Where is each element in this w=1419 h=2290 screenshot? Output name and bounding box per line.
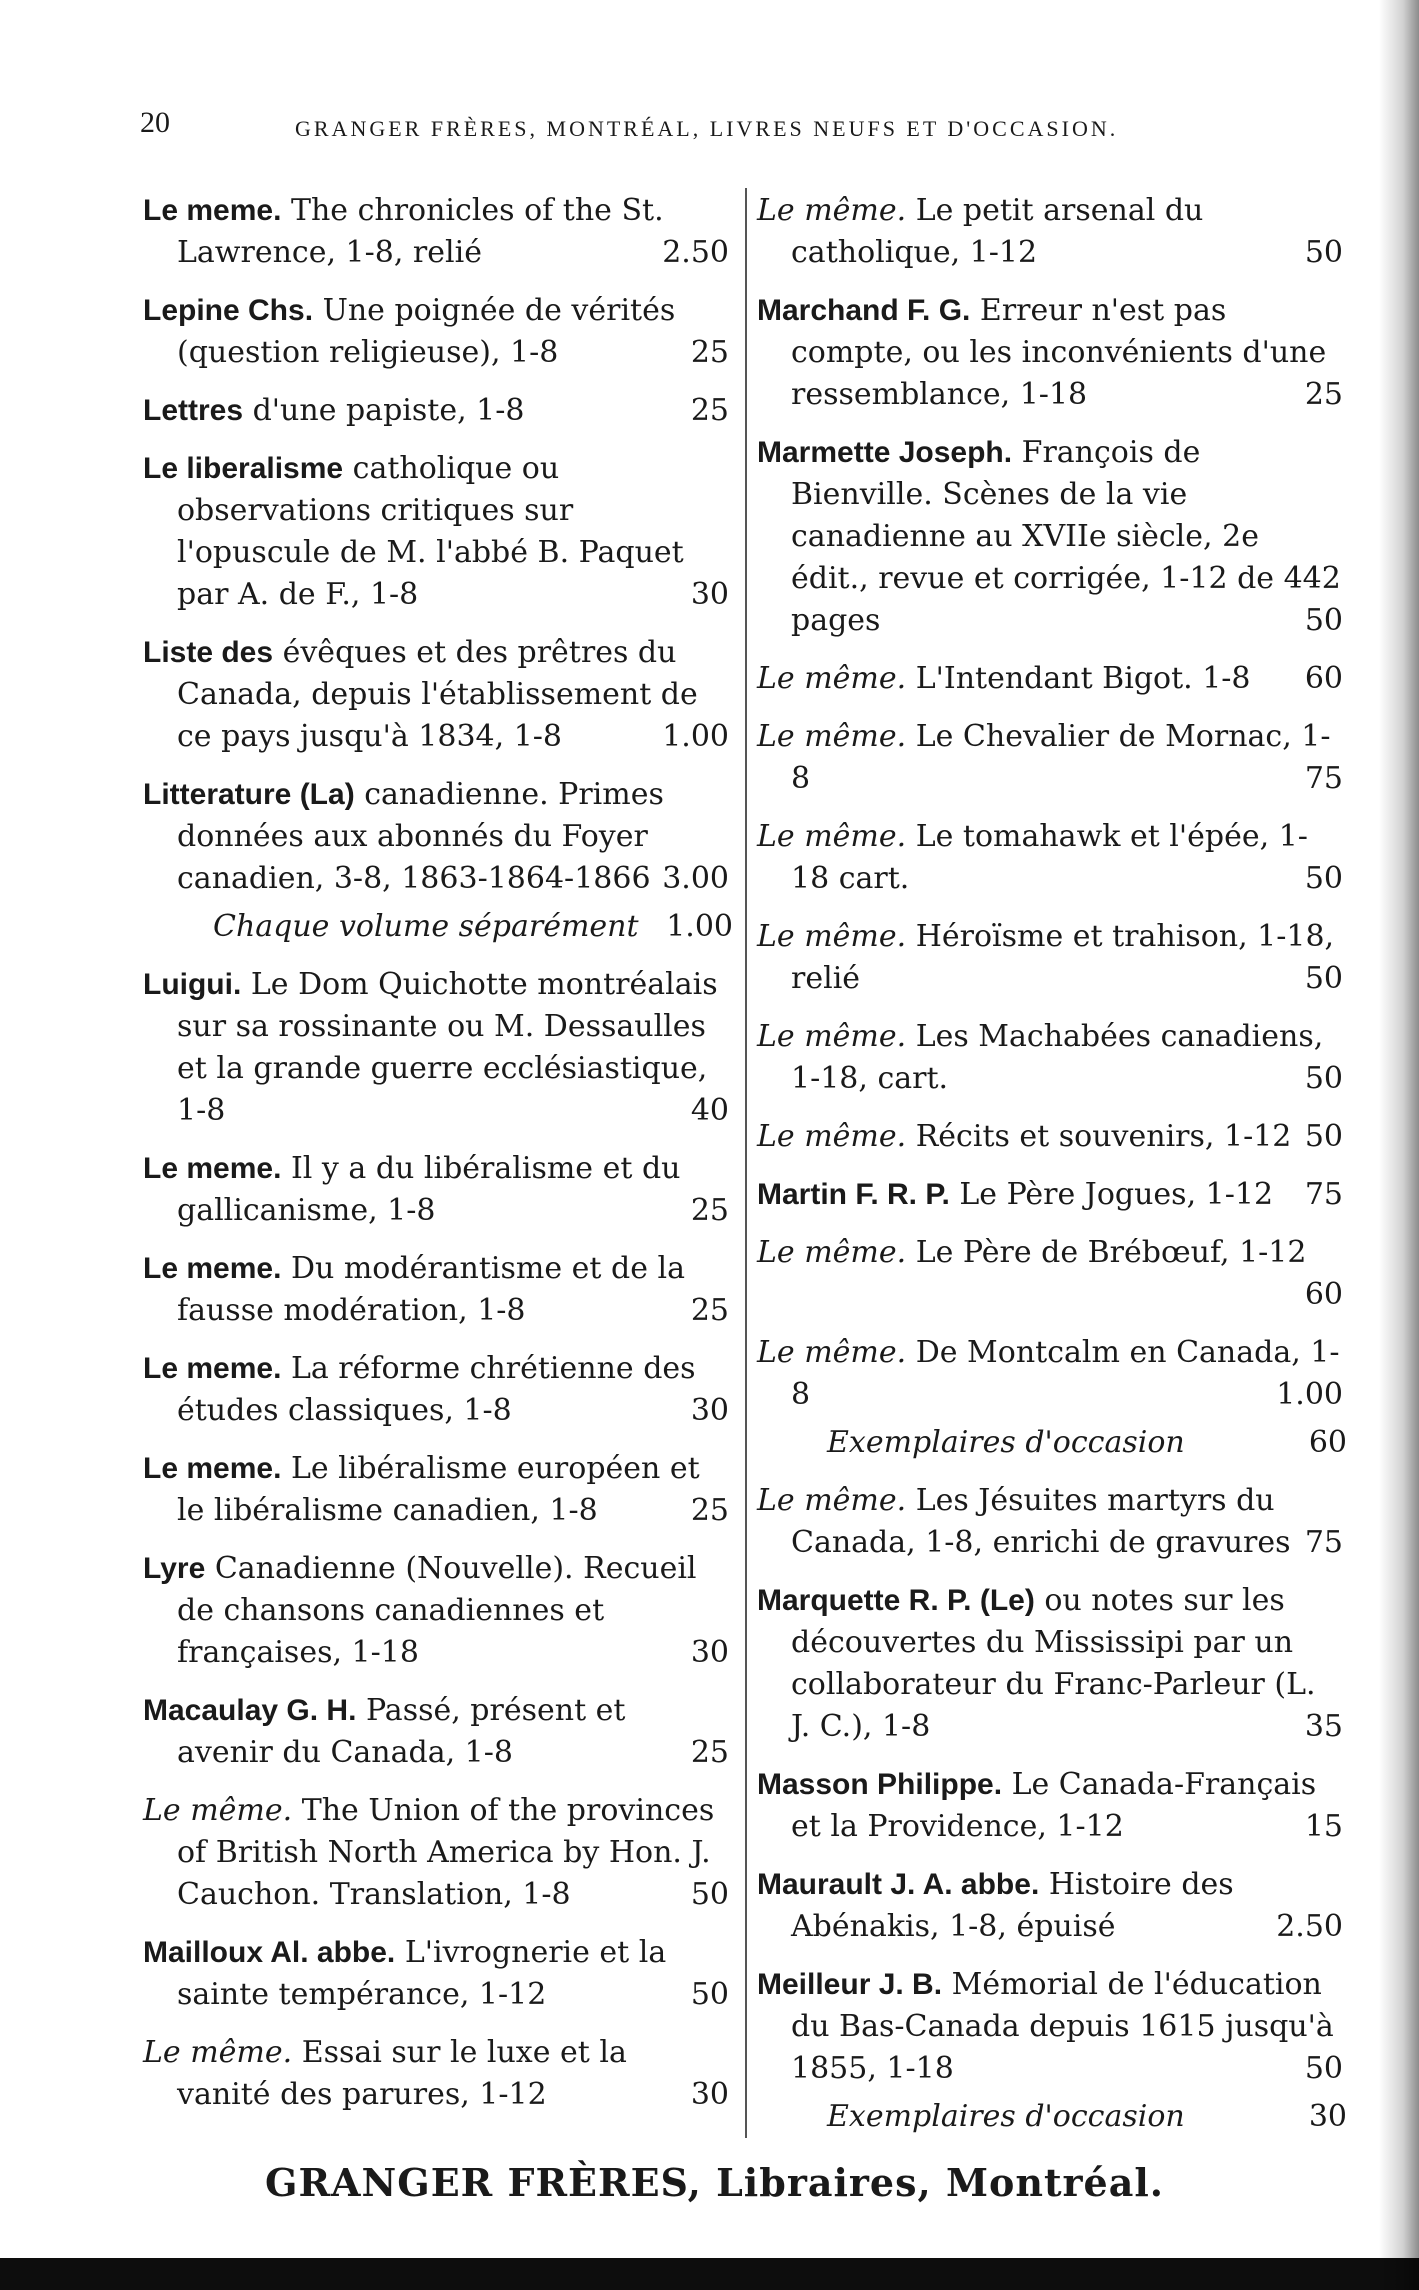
catalogue-entry	[143, 632, 733, 758]
right-column	[757, 190, 1347, 2154]
entry-note-price: 30	[1308, 2099, 1347, 2134]
entry-author: Liste des	[143, 636, 274, 669]
entry-price: 25	[1304, 377, 1343, 412]
entry-title: Du modérantisme et de la fausse modération, 1-8	[177, 1251, 685, 1328]
entry-title: Récits et souvenirs, 1-12	[915, 1119, 1292, 1154]
entry-price: 25	[690, 393, 729, 428]
catalogue-entry	[757, 658, 1347, 700]
entry-author: Marquette R. P. (Le)	[757, 1584, 1035, 1617]
catalogue-entry	[757, 1016, 1347, 1100]
entry-title: Le petit arsenal du catholique, 1-12	[791, 193, 1204, 270]
entry-title: Histoire des Abénakis, 1-8, épuisé	[791, 1867, 1234, 1944]
entry-author: Le même.	[757, 919, 907, 954]
entry-title: François de Bienville. Scènes de la vie canadienne au XVIIe siècle, 2e édit., revue et corrigée, 1-12 de 442 pages	[791, 435, 1341, 638]
entry-note-text: Chaque volume séparément	[213, 909, 639, 944]
entry-author: Le même.	[143, 1793, 293, 1828]
entry-price: 50	[690, 1977, 729, 2012]
entry-title: Le tomahawk et l'épée, 1-18 cart.	[791, 819, 1308, 896]
entry-price: 25	[690, 1193, 729, 1228]
entry-author: Le même.	[143, 2035, 293, 2070]
catalogue-entry	[757, 1864, 1347, 1948]
entry-author: Le meme.	[143, 1152, 282, 1185]
entry-title: canadienne. Primes données aux abonnés du Foyer canadien, 3-8, 1863-1864-1866	[177, 777, 664, 896]
catalogue-entry	[143, 1548, 733, 1674]
entry-title: Le Père de Brébœuf, 1-12	[915, 1235, 1307, 1270]
entry-price: 25	[690, 1493, 729, 1528]
entry-author: Le même.	[757, 719, 907, 754]
catalogue-entry	[143, 1248, 733, 1332]
catalogue-entry	[757, 1232, 1347, 1316]
catalogue-entry	[757, 1764, 1347, 1848]
catalogue-entry	[757, 716, 1347, 800]
publisher-imprint: GRANGER FRÈRES, Libraires, Montréal.	[265, 2160, 1165, 2205]
column-divider	[745, 188, 747, 2138]
entry-author: Le meme.	[143, 1252, 282, 1285]
scan-page-edge	[1379, 0, 1419, 2290]
entry-title: Le Dom Quichotte montréalais sur sa rossinante ou M. Dessaulles et la grande guerre ecclésiastique, 1-8	[177, 967, 718, 1128]
entry-title: Les Machabées canadiens, 1-18, cart.	[791, 1019, 1324, 1096]
entry-price: 1.00	[1276, 1377, 1343, 1412]
entry-title: d'une papiste, 1-8	[252, 393, 525, 428]
entry-note	[143, 906, 733, 948]
entry-note	[757, 1422, 1347, 1464]
entry-title: catholique ou observations critiques sur l'opuscule de M. l'abbé B. Paquet par A. de F., 1-8	[177, 451, 684, 612]
catalogue-entry	[143, 774, 733, 900]
entry-title: Le Canada-Français et la Providence, 1-12	[791, 1767, 1317, 1844]
entry-author: Luigui.	[143, 968, 242, 1001]
catalogue-entry	[757, 290, 1347, 416]
entry-price: 50	[690, 1877, 729, 1912]
entry-title: Erreur n'est pas compte, ou les inconvénients d'une ressemblance, 1-18	[791, 293, 1327, 412]
entry-price: 60	[1304, 661, 1343, 696]
entry-author: Le même.	[757, 1335, 907, 1370]
entry-author: Le même.	[757, 661, 907, 696]
catalogue-entry	[143, 1348, 733, 1432]
entry-note	[757, 2096, 1347, 2138]
entry-price: 75	[1304, 761, 1343, 796]
entry-price: 25	[690, 335, 729, 370]
entry-title: ou notes sur les découvertes du Mississipi par un collaborateur du Franc-Parleur (L. J. C.), 1-8	[791, 1583, 1316, 1744]
entry-price: 50	[1304, 1119, 1343, 1154]
entry-price: 75	[1304, 1177, 1343, 1212]
entry-author: Meilleur J. B.	[757, 1968, 943, 2001]
entry-price: 35	[1304, 1709, 1343, 1744]
entry-author: Litterature (La)	[143, 778, 355, 811]
entry-author: Lepine Chs.	[143, 294, 314, 327]
entry-title: Canadienne (Nouvelle). Recueil de chansons canadiennes et françaises, 1-18	[177, 1551, 697, 1670]
catalogue-entry	[757, 1480, 1347, 1564]
catalogue-entry	[143, 1790, 733, 1916]
entry-price: 30	[690, 1635, 729, 1670]
entry-author: Marchand F. G.	[757, 294, 971, 327]
entry-author: Martin F. R. P.	[757, 1178, 950, 1211]
entry-price: 25	[690, 1293, 729, 1328]
entry-price: 50	[1304, 1061, 1343, 1096]
entry-title: Une poignée de vérités (question religieuse), 1-8	[177, 293, 676, 370]
catalogue-entry	[757, 1332, 1347, 1416]
entry-author: Le même.	[757, 1019, 907, 1054]
catalogue-entry	[143, 1448, 733, 1532]
catalogue-entry	[757, 432, 1347, 642]
entry-title: Passé, présent et avenir du Canada, 1-8	[177, 1693, 626, 1770]
entry-note-price: 60	[1308, 1425, 1347, 1460]
entry-price: 30	[690, 1393, 729, 1428]
entry-author: Maurault J. A. abbe.	[757, 1868, 1040, 1901]
entry-price: 2.50	[1276, 1909, 1343, 1944]
entry-price: 40	[690, 1093, 729, 1128]
entry-title: évêques et des prêtres du Canada, depuis l'établissement de ce pays jusqu'à 1834, 1-8	[177, 635, 698, 754]
entry-author: Le même.	[757, 1483, 907, 1518]
entry-price: 50	[1304, 2051, 1343, 2086]
entry-price: 50	[1304, 603, 1343, 638]
entry-title: La réforme chrétienne des études classiques, 1-8	[177, 1351, 696, 1428]
entry-price: 2.50	[662, 235, 729, 270]
entry-title: Le libéralisme européen et le libéralisme canadien, 1-8	[177, 1451, 700, 1528]
catalogue-entry	[143, 190, 733, 274]
catalogue-entry	[143, 290, 733, 374]
entry-author: Lettres	[143, 394, 244, 427]
entry-title: The Union of the provinces of British North America by Hon. J. Cauchon. Translation, 1-8	[177, 1793, 715, 1912]
catalogue-entry	[143, 448, 733, 616]
entry-author: Le même.	[757, 819, 907, 854]
entry-title: Mémorial de l'éducation du Bas-Canada depuis 1615 jusqu'à 1855, 1-18	[791, 1967, 1334, 2086]
catalogue-entry	[143, 2032, 733, 2116]
catalogue-entry	[757, 1580, 1347, 1748]
catalogue-entry	[143, 1690, 733, 1774]
entry-author: Le meme.	[143, 194, 282, 227]
entry-price: 50	[1304, 961, 1343, 996]
running-head: GRANGER FRÈRES, MONTRÉAL, LIVRES NEUFS ET D'OCCASION.	[295, 116, 1119, 141]
catalogue-entry	[757, 1964, 1347, 2090]
catalogue-entry	[143, 390, 733, 432]
entry-title: De Montcalm en Canada, 1-8	[791, 1335, 1340, 1412]
entry-note-text: Exemplaires d'occasion	[827, 1425, 1185, 1460]
entry-title: L'Intendant Bigot. 1-8	[915, 661, 1251, 696]
entry-title: Le Chevalier de Mornac, 1-8	[791, 719, 1331, 796]
entry-author: Le meme.	[143, 1452, 282, 1485]
entry-price: 50	[1304, 235, 1343, 270]
entry-note-text: Exemplaires d'occasion	[827, 2099, 1185, 2134]
left-column	[143, 190, 733, 2132]
entry-title: Les Jésuites martyrs du Canada, 1-8, enrichi de gravures	[791, 1483, 1291, 1560]
catalogue-entry	[757, 1174, 1347, 1216]
entry-price: 3.00	[662, 861, 729, 896]
entry-price: 75	[1304, 1525, 1343, 1560]
scan-bottom-edge	[0, 2258, 1419, 2290]
entry-author: Mailloux Al. abbe.	[143, 1936, 396, 1969]
entry-author: Le même.	[757, 1235, 907, 1270]
entry-author: Macaulay G. H.	[143, 1694, 357, 1727]
entry-title: The chronicles of the St. Lawrence, 1-8, relié	[177, 193, 664, 270]
entry-author: Le liberalisme	[143, 452, 344, 485]
page-number: 20	[140, 106, 170, 139]
entry-author: Le même.	[757, 193, 907, 228]
entry-title: Le Père Jogues, 1-12	[959, 1177, 1274, 1212]
catalogue-entry	[757, 190, 1347, 274]
entry-price: 25	[690, 1735, 729, 1770]
entry-title: Essai sur le luxe et la vanité des parures, 1-12	[177, 2035, 627, 2112]
entry-price: 30	[690, 577, 729, 612]
catalogue-entry	[757, 816, 1347, 900]
catalogue-entry	[757, 916, 1347, 1000]
entry-title: L'ivrognerie et la sainte tempérance, 1-12	[177, 1935, 667, 2012]
entry-author: Le meme.	[143, 1352, 282, 1385]
entry-author: Marmette Joseph.	[757, 436, 1013, 469]
page-header	[140, 106, 1270, 146]
catalogue-entry	[143, 964, 733, 1132]
catalogue-entry	[757, 1116, 1347, 1158]
entry-price: 60	[1304, 1277, 1343, 1312]
entry-author: Lyre	[143, 1552, 206, 1585]
entry-note-price: 1.00	[666, 909, 733, 944]
catalogue-entry	[143, 1932, 733, 2016]
entry-price: 1.00	[662, 719, 729, 754]
entry-price: 30	[690, 2077, 729, 2112]
entry-title: Héroïsme et trahison, 1-18, relié	[791, 919, 1335, 996]
catalogue-entry	[143, 1148, 733, 1232]
entry-author: Masson Philippe.	[757, 1768, 1003, 1801]
entry-price: 50	[1304, 861, 1343, 896]
entry-title: Il y a du libéralisme et du gallicanisme, 1-8	[177, 1151, 681, 1228]
entry-price: 15	[1304, 1809, 1343, 1844]
entry-author: Le même.	[757, 1119, 907, 1154]
